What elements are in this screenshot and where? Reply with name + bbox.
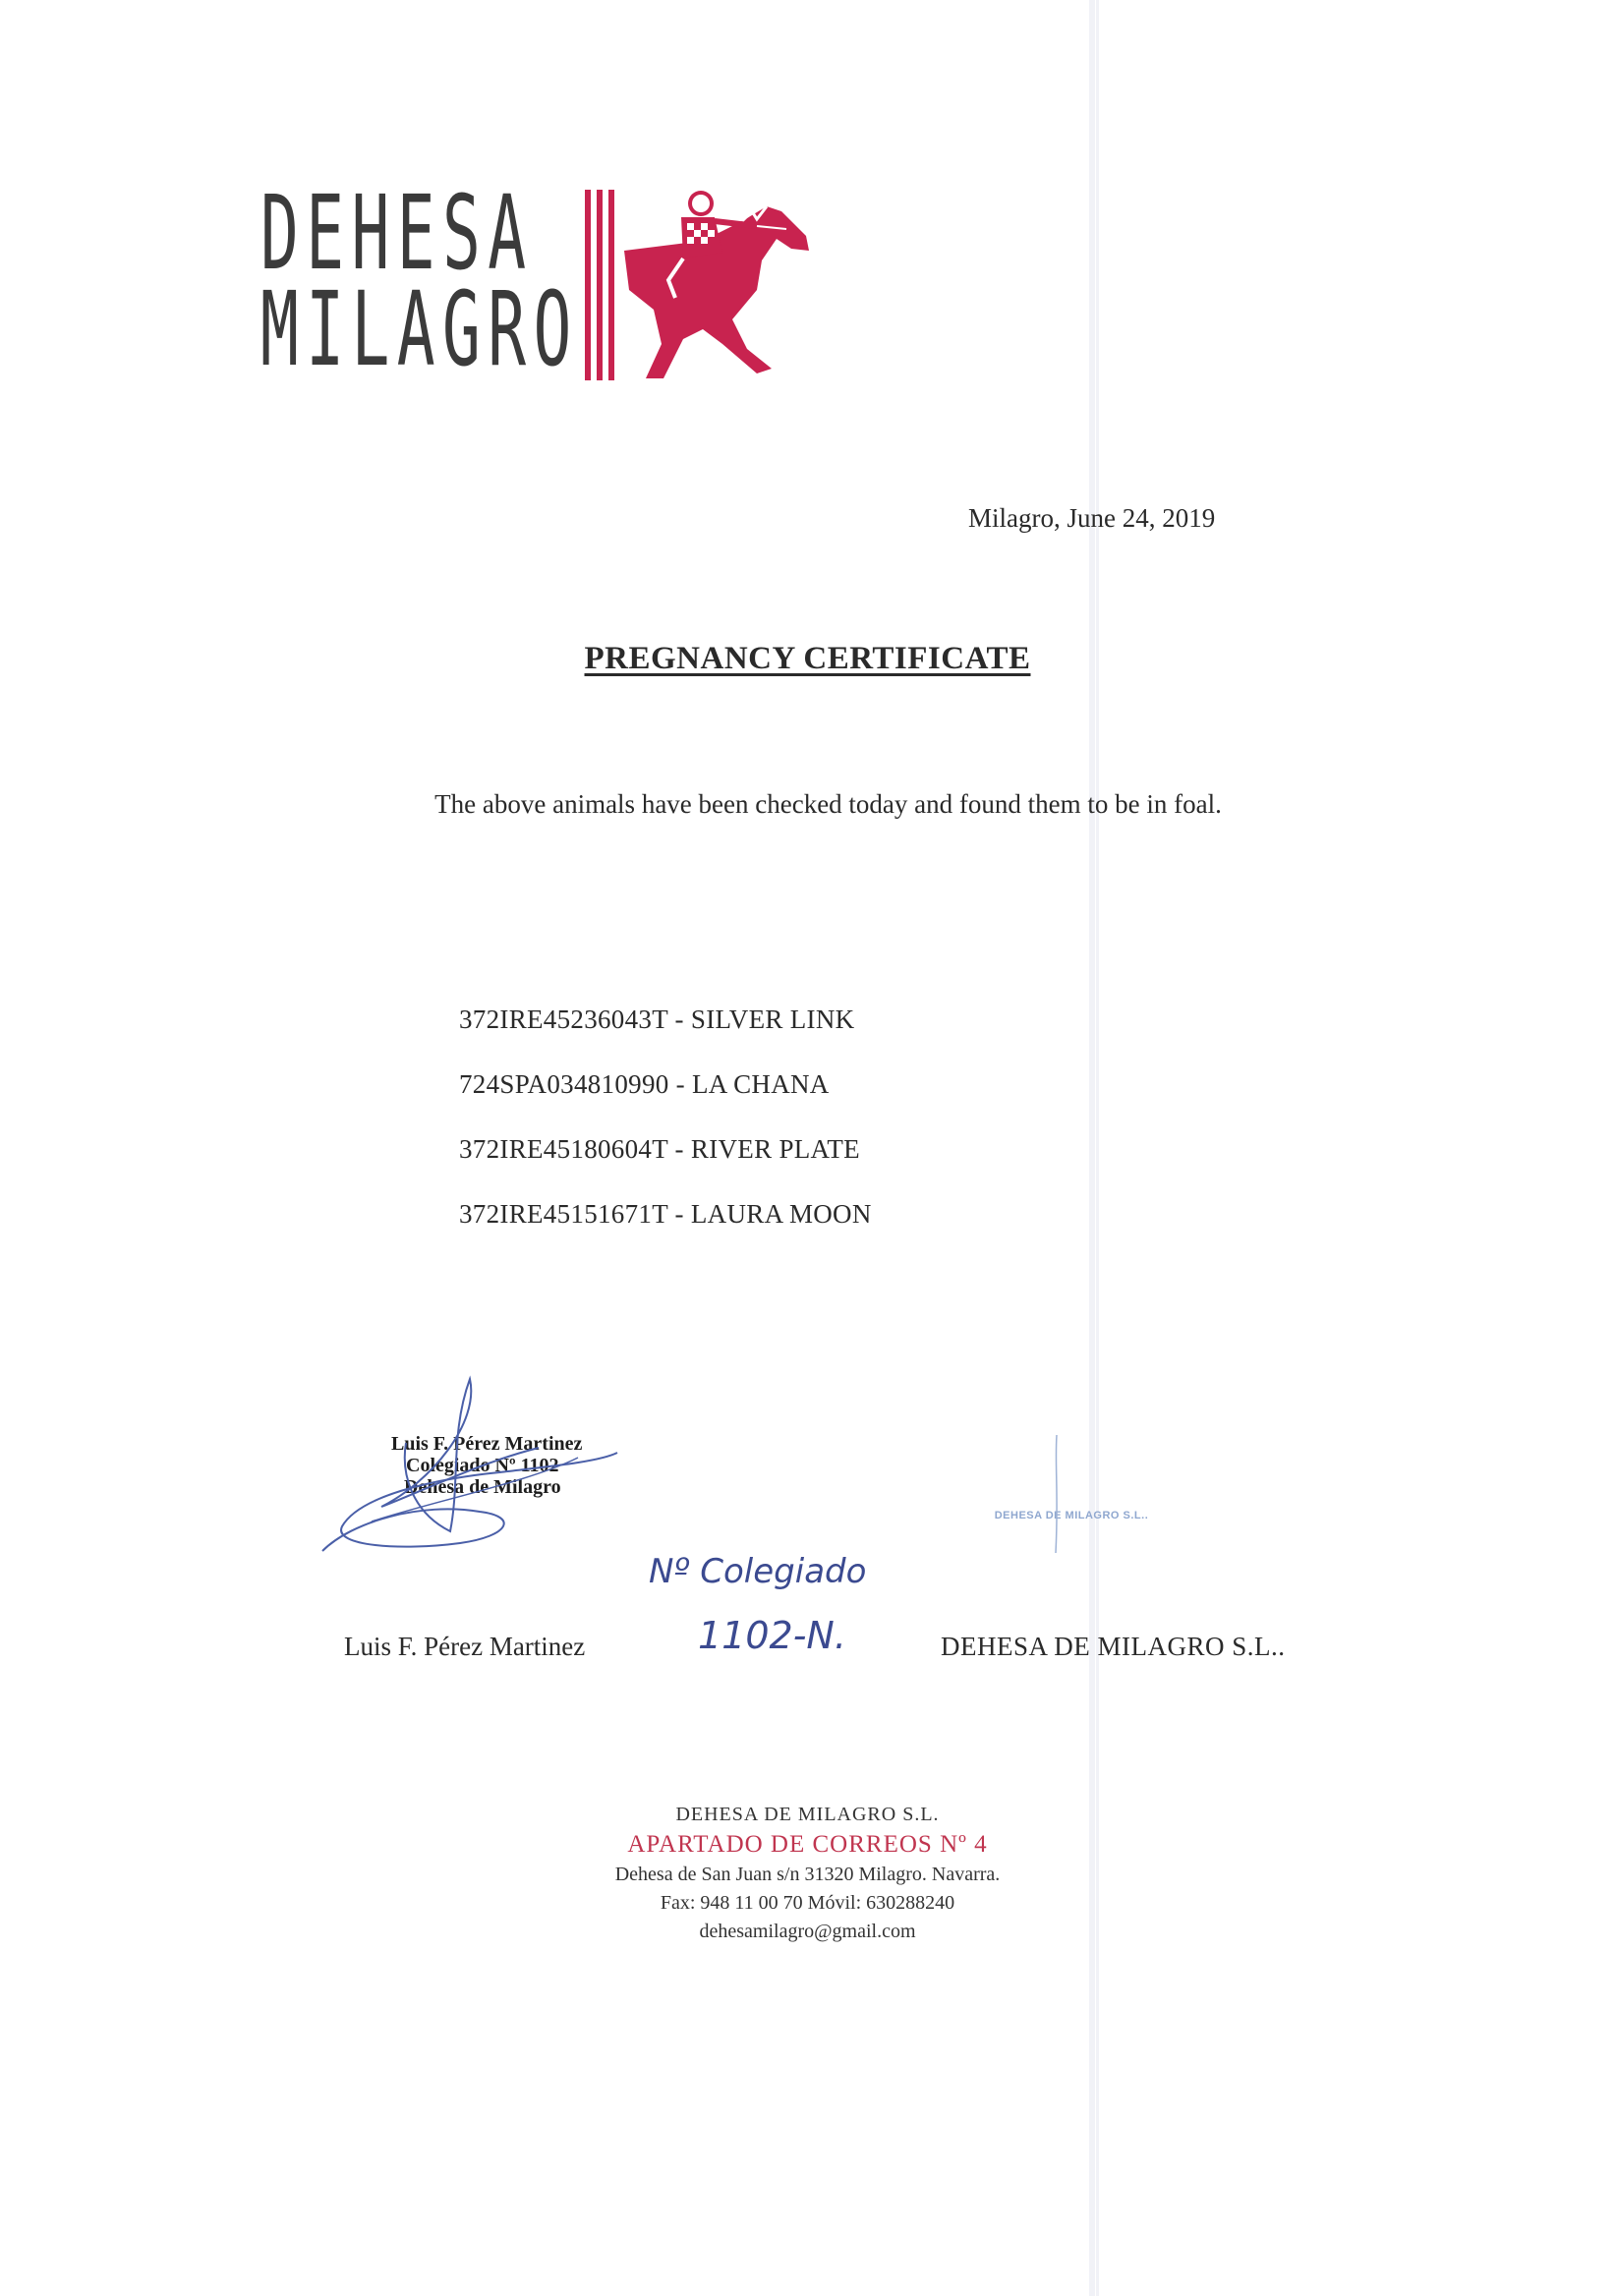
scan-artifact [1089,0,1095,2296]
vet-stamp-signature [313,1364,637,1571]
vet-name: Luis F. Pérez Martinez [344,1632,586,1661]
footer-po-box: APARTADO DE CORREOS Nº 4 [627,1831,988,1858]
list-item: 372IRE45151671T - LAURA MOON [459,1199,872,1229]
handwritten-line-1: Nº Colegiado [649,1552,867,1591]
scan-artifact [1096,0,1099,2296]
footer [0,1801,1615,1946]
stamp-line-3: Dehesa de Milagro [404,1476,561,1498]
signature-scribble [313,1364,637,1571]
company-stamp-text: DEHESA DE MILAGRO S.L.. [994,1510,1149,1521]
company-stamp [958,1509,1184,1587]
jockey-horse-icon [585,182,816,388]
stamp-line-1: Luis F. Pérez Martinez [391,1433,583,1455]
company-signature-name: DEHESA DE MILAGRO S.L.. [941,1632,1286,1661]
footer-email: dehesamilagro@gmail.com [699,1921,916,1942]
footer-company: DEHESA DE MILAGRO S.L. [675,1804,940,1825]
issue-date: Milagro, June 24, 2019 [968,503,1216,533]
document-title [0,641,1615,677]
list-item: 372IRE45180604T - RIVER PLATE [459,1134,860,1164]
logo-line-2: MILAGRO [260,269,579,389]
document-title-text: PREGNANCY CERTIFICATE [584,641,1031,676]
list-item: 372IRE45236043T - SILVER LINK [459,1004,855,1034]
list-item: 724SPA034810990 - LA CHANA [459,1069,830,1099]
statement: The above animals have been checked today and found them to be in foal. [434,789,1222,819]
company-logo [260,173,816,389]
footer-address: Dehesa de San Juan s/n 31320 Milagro. Navarra. [614,1864,1001,1885]
handwritten-note [639,1538,914,1676]
footer-phone: Fax: 948 11 00 70 Móvil: 630288240 [660,1892,955,1914]
handwritten-line-2: 1102-N. [698,1614,846,1657]
logo-line-1: DEHESA [260,173,534,293]
animal-list [459,1001,872,1260]
stamp-line-2: Colegiado Nº 1102 [406,1455,559,1476]
stamp-pen-mark [1052,1435,1062,1553]
